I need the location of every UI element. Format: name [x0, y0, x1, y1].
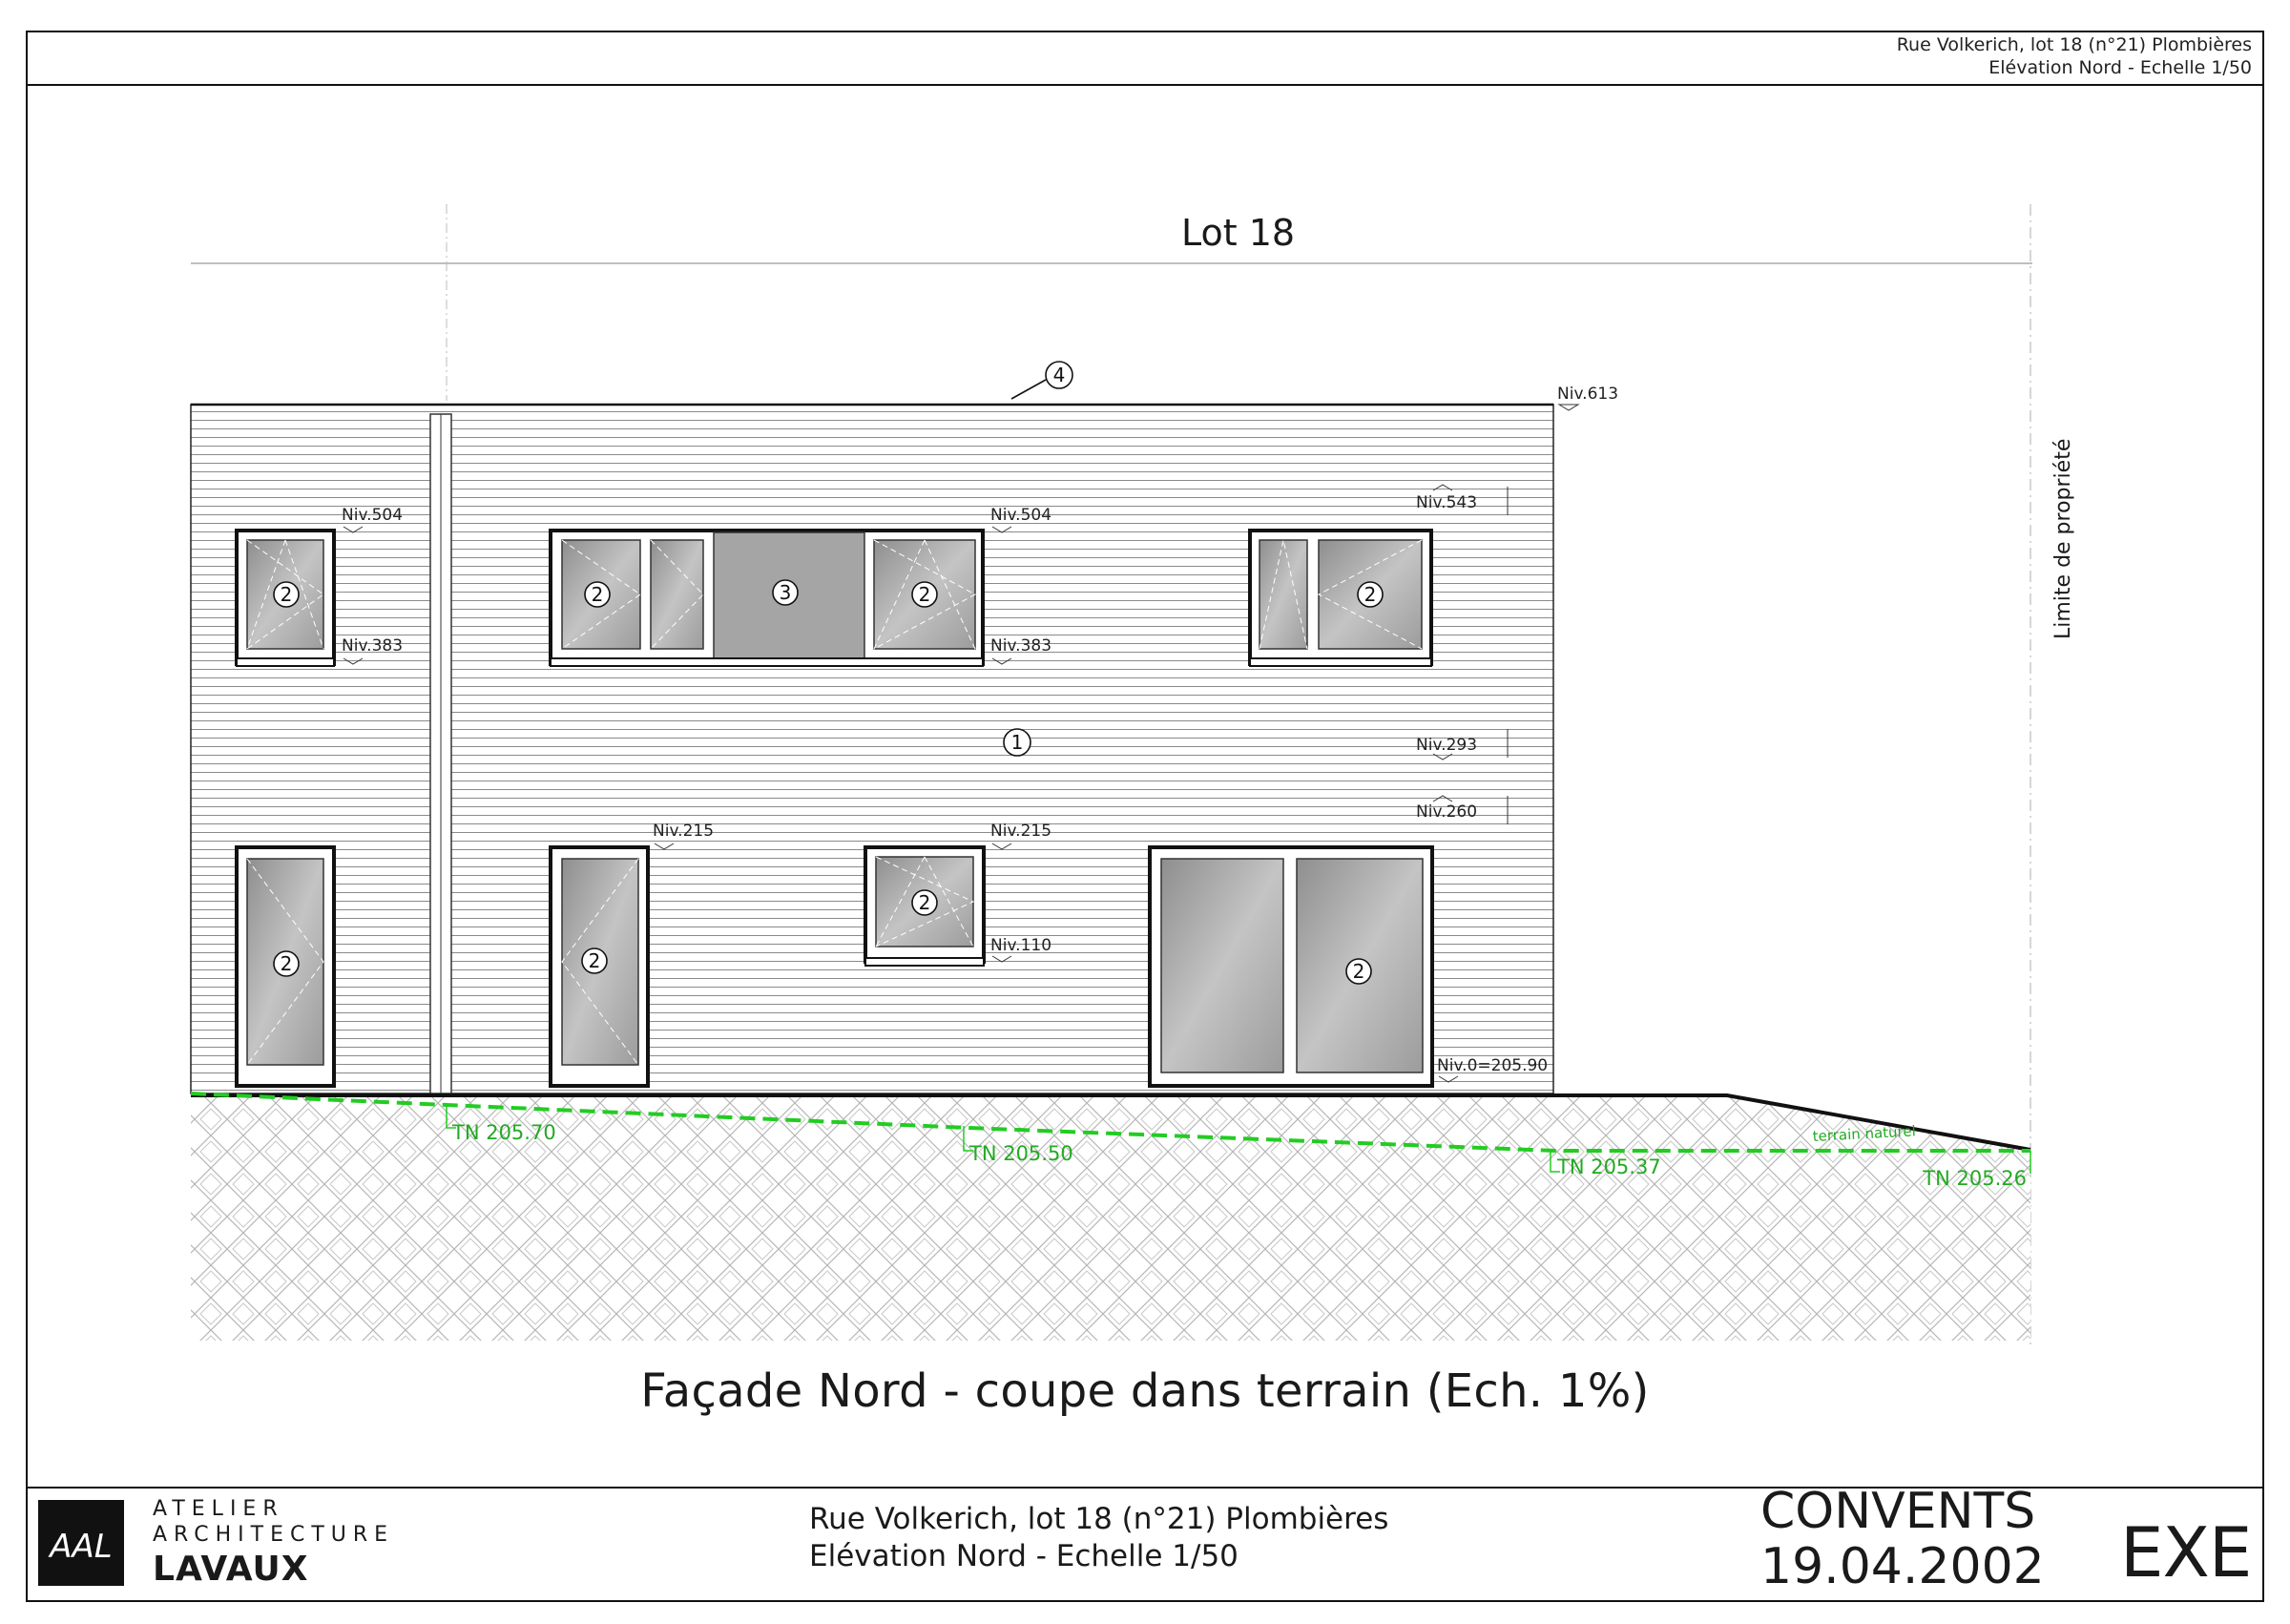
tn-label-1: TN 205.70 — [452, 1121, 556, 1144]
level-215-left: Niv.215 — [653, 822, 715, 841]
level-260: Niv.260 — [1416, 802, 1478, 822]
window-sliding-door — [1150, 847, 1432, 1086]
firm-line-2: ARCHITECTURE — [153, 1523, 395, 1547]
firm-name: LAVAUX — [153, 1550, 309, 1589]
lot-label: Lot 18 — [1181, 212, 1296, 254]
client-name: CONVENTS — [1760, 1483, 2036, 1540]
window-upper-right — [1250, 531, 1431, 666]
marker-4: 4 — [1052, 364, 1066, 386]
firm-logo — [38, 1500, 124, 1586]
marker-3: 3 — [779, 581, 792, 604]
tn-label-4: TN 205.26 — [1923, 1167, 2027, 1190]
terrain-natural-label: terrain naturel — [1812, 1122, 1917, 1145]
marker-1: 1 — [1010, 731, 1024, 754]
drawing-date: 19.04.2002 — [1760, 1538, 2045, 1595]
firm-descriptor — [153, 1496, 394, 1548]
marker-2: 2 — [918, 891, 931, 914]
property-limit-label: Limite de propriété — [2051, 438, 2075, 639]
marker-2: 2 — [1352, 960, 1365, 983]
tn-label-3: TN 205.37 — [1557, 1156, 1661, 1178]
phase-code: EXE — [2120, 1512, 2252, 1593]
marker-2: 2 — [280, 952, 293, 975]
titleblock-address: Rue Volkerich, lot 18 (n°21) Plombières — [809, 1502, 1389, 1536]
drawing-title: Façade Nord - coupe dans terrain (Ech. 1%) — [640, 1364, 1650, 1418]
marker-2: 2 — [588, 949, 601, 972]
level-110: Niv.110 — [990, 936, 1052, 955]
level-504-left: Niv.504 — [342, 506, 404, 525]
level-215-center: Niv.215 — [990, 822, 1052, 841]
firm-line-1: ATELIER — [153, 1497, 284, 1521]
marker-2: 2 — [280, 583, 293, 606]
tn-label-2: TN 205.50 — [969, 1142, 1073, 1165]
level-383-center: Niv.383 — [990, 636, 1052, 656]
level-613: Niv.613 — [1557, 385, 1619, 404]
level-293: Niv.293 — [1416, 736, 1478, 755]
level-383-left: Niv.383 — [342, 636, 404, 656]
level-504-center: Niv.504 — [990, 506, 1052, 525]
level-0: Niv.0=205.90 — [1437, 1056, 1549, 1075]
level-543: Niv.543 — [1416, 493, 1478, 512]
header-address: Rue Volkerich, lot 18 (n°21) Plombières — [1896, 34, 2252, 55]
titleblock-client — [1760, 1484, 2045, 1594]
marker-2: 2 — [1364, 583, 1377, 606]
marker-2: 2 — [591, 583, 604, 606]
header-sheet: Elévation Nord - Echelle 1/50 — [1988, 57, 2252, 78]
titleblock-sheet: Elévation Nord - Echelle 1/50 — [809, 1539, 1239, 1573]
logo-text: AAL — [50, 1528, 113, 1566]
marker-2: 2 — [918, 583, 931, 606]
